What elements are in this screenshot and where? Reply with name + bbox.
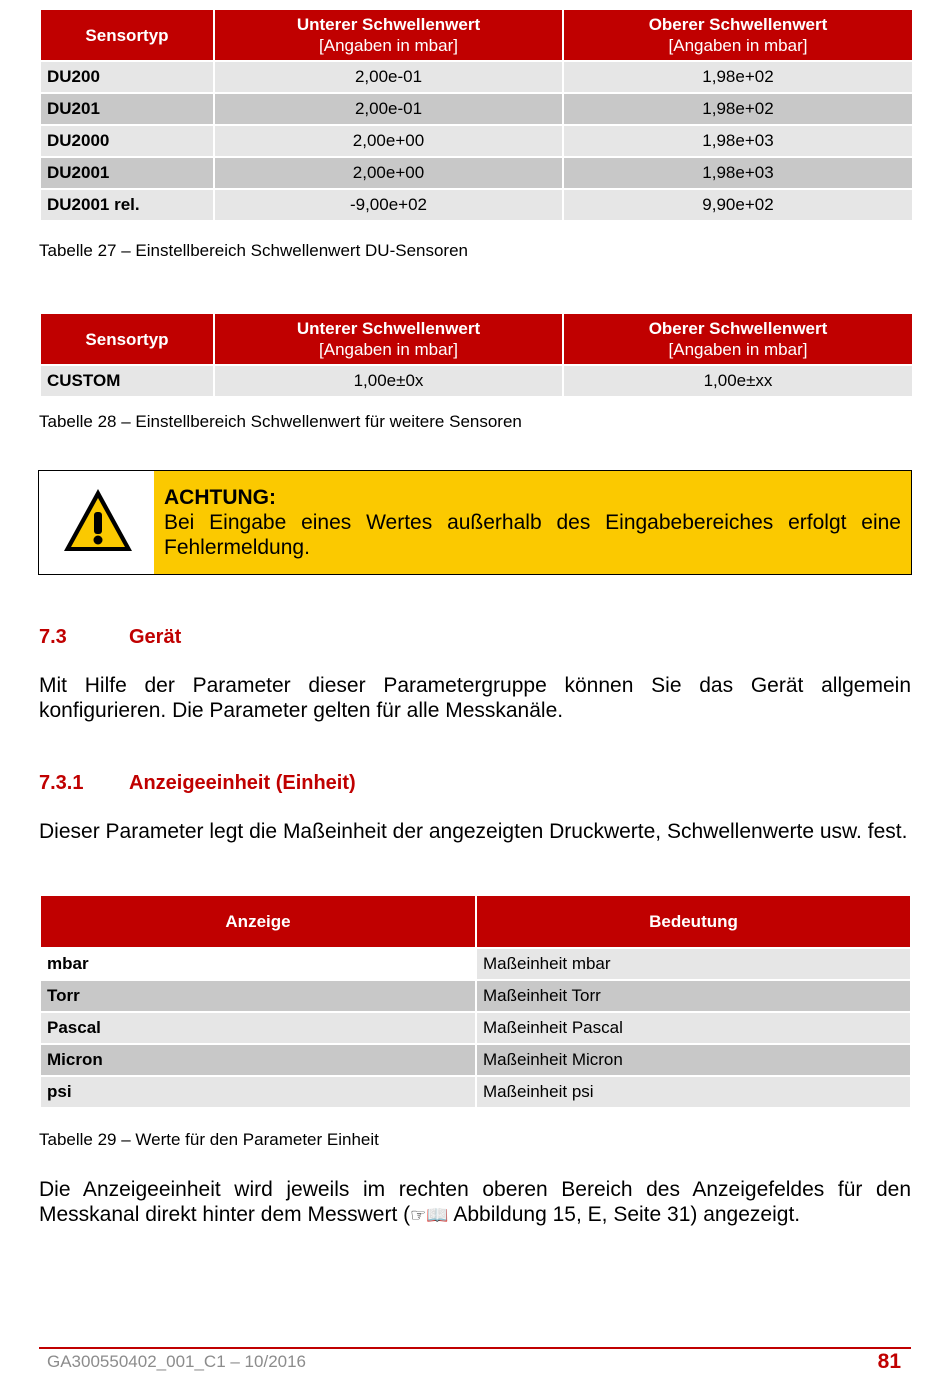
table-row — [41, 366, 912, 396]
unit-meaning: Maßeinheit Torr — [477, 981, 910, 1011]
lower-value: 2,00e-01 — [215, 94, 562, 124]
header-sensortyp: Sensortyp — [41, 10, 213, 60]
footer-divider — [39, 1347, 911, 1349]
footer-doc-id: GA300550402_001_C1 – 10/2016 — [47, 1352, 307, 1371]
unit-name: psi — [41, 1077, 475, 1107]
table-row — [41, 158, 912, 188]
closing-text-before: Die Anzeigeeinheit wird jeweils im rechten oberen Bereich des Anzeigefeldes für den Messkanal direkt hinter dem Messwert ( — [39, 1178, 911, 1226]
unit-meaning: Maßeinheit Pascal — [477, 1013, 910, 1043]
lower-value: 2,00e-01 — [215, 62, 562, 92]
warning-title: ACHTUNG: — [164, 486, 276, 509]
threshold-table-du — [39, 8, 914, 222]
table-caption-29: Tabelle 29 – Werte für den Parameter Einheit — [39, 1130, 379, 1149]
sensor-name: DU2001 — [41, 158, 213, 188]
section-paragraph: Mit Hilfe der Parameter dieser Parametergruppe können Sie das Gerät allgemein konfigurieren. Die Parameter gelten für alle Messkanäle. — [39, 674, 911, 722]
warning-content — [154, 471, 911, 574]
table-row — [41, 981, 910, 1011]
warning-text: Bei Eingabe eines Wertes außerhalb des Eingabebereiches erfolgt eine Fehlermeldung. — [164, 511, 901, 559]
sensor-name: DU200 — [41, 62, 213, 92]
upper-value: 1,98e+03 — [564, 158, 912, 188]
sensor-name: DU201 — [41, 94, 213, 124]
sensor-name: CUSTOM — [41, 366, 213, 396]
closing-paragraph — [39, 1177, 911, 1228]
page-number: 81 — [877, 1350, 901, 1373]
section-title: Gerät — [129, 626, 182, 648]
unit-meaning: Maßeinheit mbar — [477, 949, 910, 979]
header-sensortyp: Sensortyp — [41, 314, 213, 364]
table-caption-27: Tabelle 27 – Einstellbereich Schwellenwert DU-Sensoren — [39, 241, 469, 260]
table-row — [41, 949, 910, 979]
header-lower-threshold: Unterer Schwellenwert [Angaben in mbar] — [215, 314, 562, 364]
unit-meaning: Maßeinheit Micron — [477, 1045, 910, 1075]
unit-name: mbar — [41, 949, 475, 979]
upper-value: 1,98e+03 — [564, 126, 912, 156]
subsection-paragraph: Dieser Parameter legt die Maßeinheit der angezeigten Druckwerte, Schwellenwerte usw. fest. — [39, 820, 908, 843]
header-upper-threshold: Oberer Schwellenwert [Angaben in mbar] — [564, 10, 912, 60]
header-anzeige: Anzeige — [41, 896, 475, 947]
lower-value: -9,00e+02 — [215, 190, 562, 220]
threshold-table-custom — [39, 312, 914, 398]
unit-name: Micron — [41, 1045, 475, 1075]
section-number: 7.3 — [39, 626, 67, 648]
subsection-title: Anzeigeeinheit (Einheit) — [129, 772, 356, 794]
table-row — [41, 62, 912, 92]
header-upper-threshold: Oberer Schwellenwert [Angaben in mbar] — [564, 314, 912, 364]
lower-value: 2,00e+00 — [215, 158, 562, 188]
header-lower-threshold: Unterer Schwellenwert [Angaben in mbar] — [215, 10, 562, 60]
upper-value: 1,00e±xx — [564, 366, 912, 396]
unit-name: Pascal — [41, 1013, 475, 1043]
lower-value: 1,00e±0x — [215, 366, 562, 396]
warning-triangle-icon — [61, 486, 135, 559]
table-row — [41, 94, 912, 124]
upper-value: 1,98e+02 — [564, 62, 912, 92]
header-bedeutung: Bedeutung — [477, 896, 910, 947]
upper-value: 9,90e+02 — [564, 190, 912, 220]
table-row — [41, 190, 912, 220]
sensor-name: DU2001 rel. — [41, 190, 213, 220]
table-caption-28: Tabelle 28 – Einstellbereich Schwellenwert für weitere Sensoren — [39, 412, 522, 431]
unit-meaning: Maßeinheit psi — [477, 1077, 910, 1107]
upper-value: 1,98e+02 — [564, 94, 912, 124]
lower-value: 2,00e+00 — [215, 126, 562, 156]
sensor-name: DU2000 — [41, 126, 213, 156]
unit-table — [39, 894, 912, 1109]
warning-box — [38, 470, 912, 575]
table-row — [41, 1077, 910, 1107]
unit-name: Torr — [41, 981, 475, 1011]
closing-text-after: Abbildung 15, E, Seite 31) angezeigt. — [448, 1203, 801, 1226]
subsection-number: 7.3.1 — [39, 772, 84, 794]
table-row — [41, 1013, 910, 1043]
reference-icon: ☞📖 — [410, 1205, 449, 1226]
table-row — [41, 126, 912, 156]
table-row — [41, 1045, 910, 1075]
